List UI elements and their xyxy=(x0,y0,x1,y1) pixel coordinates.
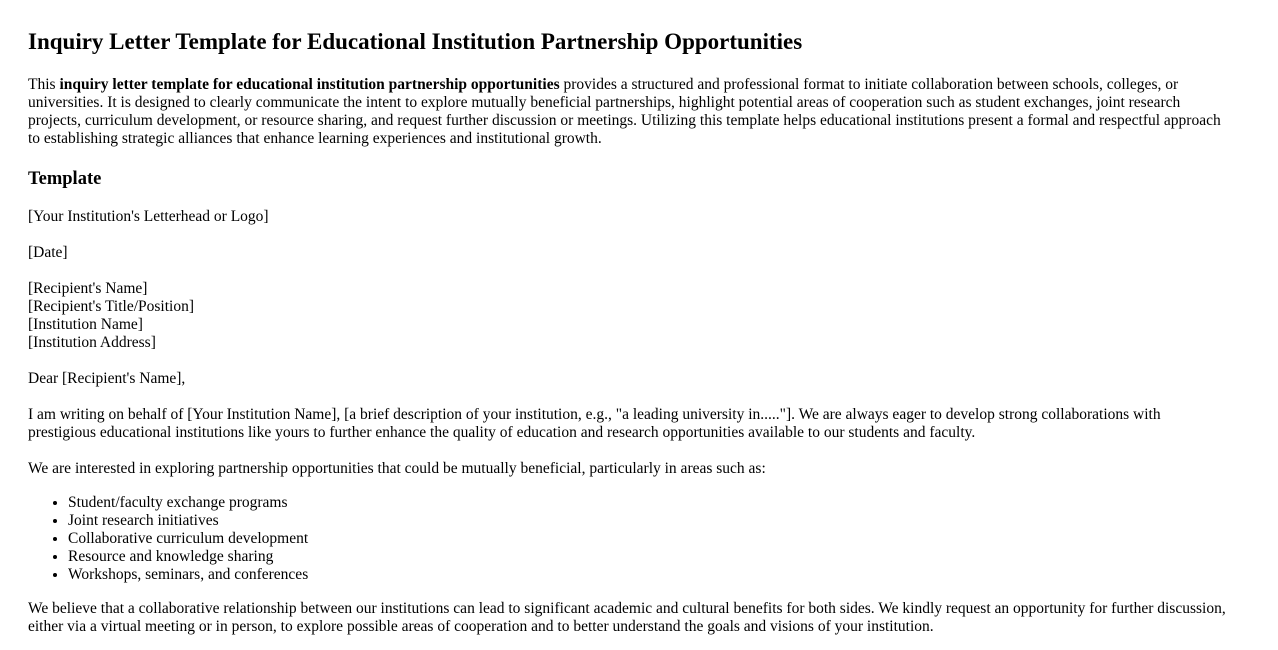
list-item: • Resource and knowledge sharing xyxy=(68,548,1228,566)
letterhead-placeholder: [Your Institution's Letterhead or Logo] xyxy=(28,208,269,225)
body-paragraph-1: I am writing on behalf of [Your Institution Name], [a brief description of your institution, e.g., "a leading university in....."]. We are always eager to develop strong collaborations with prestigious educational institutions like yours to further enhance the quality of education and research opportunities available to our students and faculty. xyxy=(28,406,1161,441)
recipient-title: [Recipient's Title/Position] xyxy=(28,298,194,315)
salutation: Dear [Recipient's Name], xyxy=(28,370,186,387)
partnership-areas-list xyxy=(28,494,1228,584)
recipient-name: [Recipient's Name] xyxy=(28,280,148,297)
intro-paragraph xyxy=(28,76,1228,148)
list-item: • Collaborative curriculum development xyxy=(68,530,1228,548)
body-paragraph-3: We believe that a collaborative relationship between our institutions can lead to significant academic and cultural benefits for both sides. We kindly request an opportunity for further discussion, either via a virtual meeting or in person, to explore possible areas of cooperation and to better understand the goals and visions of your institution. xyxy=(28,600,1226,635)
intro-bold-phrase: inquiry letter template for educational institution partnership opportunities xyxy=(59,76,560,93)
intro-prefix: This xyxy=(28,76,60,93)
page-title: Inquiry Letter Template for Educational Institution Partnership Opportunities xyxy=(28,29,803,54)
list-item: • Joint research initiatives xyxy=(68,512,1228,530)
recipient-address: [Institution Address] xyxy=(28,334,156,351)
list-item: • Workshops, seminars, and conferences xyxy=(68,566,1228,584)
date-placeholder: [Date] xyxy=(28,244,68,261)
list-item: • Student/faculty exchange programs xyxy=(68,494,1228,512)
body-paragraph-2: We are interested in exploring partnership opportunities that could be mutually beneficial, particularly in areas such as: xyxy=(28,460,766,477)
recipient-institution: [Institution Name] xyxy=(28,316,143,333)
template-heading: Template xyxy=(28,169,102,189)
letter-template xyxy=(28,208,1228,636)
intro-rest: provides a structured and professional format to initiate collaboration between schools, colleges, or universities. It is designed to clearly communicate the intent to explore mutually beneficial partnerships, highlight potential areas of cooperation such as student exchanges, joint research projects, curriculum development, or resource sharing, and request further discussion or meetings. Utilizing this template helps educational institutions present a formal and respectful approach to establishing strategic alliances that enhance learning experiences and institutional growth. xyxy=(28,76,1221,147)
recipient-address-block xyxy=(28,280,1228,352)
